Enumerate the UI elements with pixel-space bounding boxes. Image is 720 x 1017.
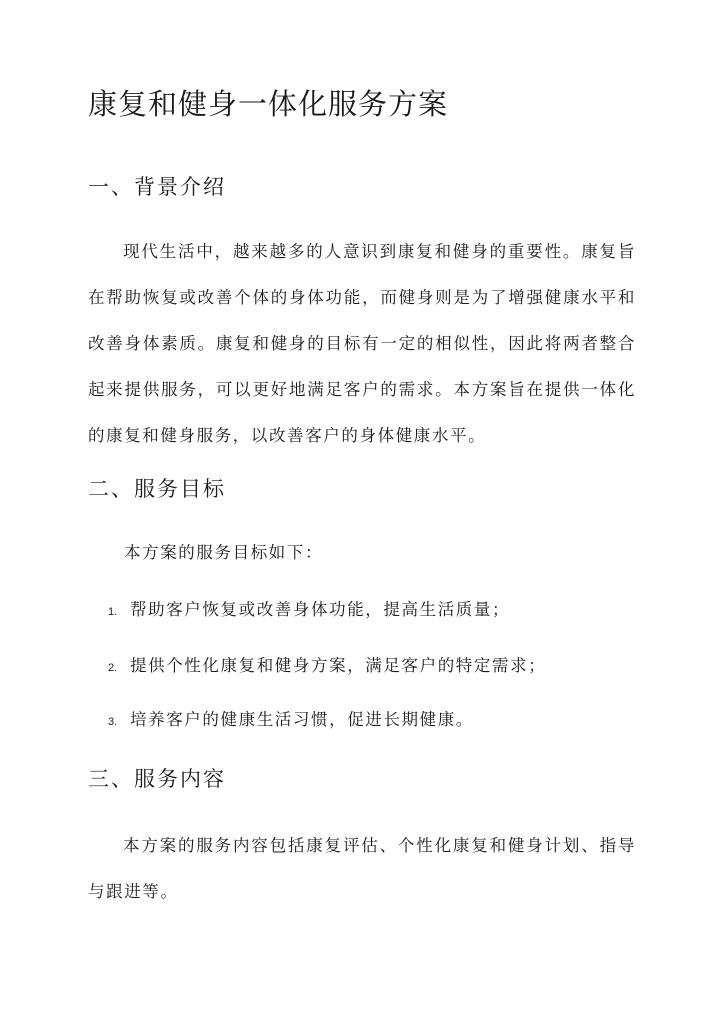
list-item-text: 培养客户的健康生活习惯，促进长期健康。 bbox=[130, 710, 474, 729]
document-title: 康复和健身一体化服务方案 bbox=[88, 87, 449, 121]
section-paragraph-content: 本方案的服务内容包括康复评估、个性化康复和健身计划、指导与跟进等。 bbox=[88, 836, 636, 901]
list-item bbox=[108, 652, 546, 682]
list-item-number: 1. bbox=[108, 606, 118, 618]
goals-intro: 本方案的服务目标如下： bbox=[124, 543, 324, 562]
section-heading-content: 三、服务内容 bbox=[88, 767, 226, 791]
section-heading-goals: 二、服务目标 bbox=[88, 477, 226, 501]
section-heading-background: 一、背景介绍 bbox=[88, 175, 226, 199]
list-item-text: 帮助客户恢复或改善身体功能，提高生活质量； bbox=[130, 600, 511, 619]
list-item bbox=[108, 596, 510, 626]
section-paragraph-background: 现代生活中，越来越多的人意识到康复和健身的重要性。康复旨在帮助恢复或改善个体的身体功能，而健身则是为了增强健康水平和改善身体素质。康复和健身的目标有一定的相似性，因此将两者整合起来提供服务，可以更好地满足客户的需求。本方案旨在提供一体化的康复和健身服务，以改善客户的身体健康水平。 bbox=[88, 242, 636, 445]
list-item-number: 3. bbox=[108, 716, 118, 728]
list-item-number: 2. bbox=[108, 662, 118, 674]
list-item bbox=[108, 706, 474, 736]
list-item-text: 提供个性化康复和健身方案，满足客户的特定需求； bbox=[130, 656, 547, 675]
